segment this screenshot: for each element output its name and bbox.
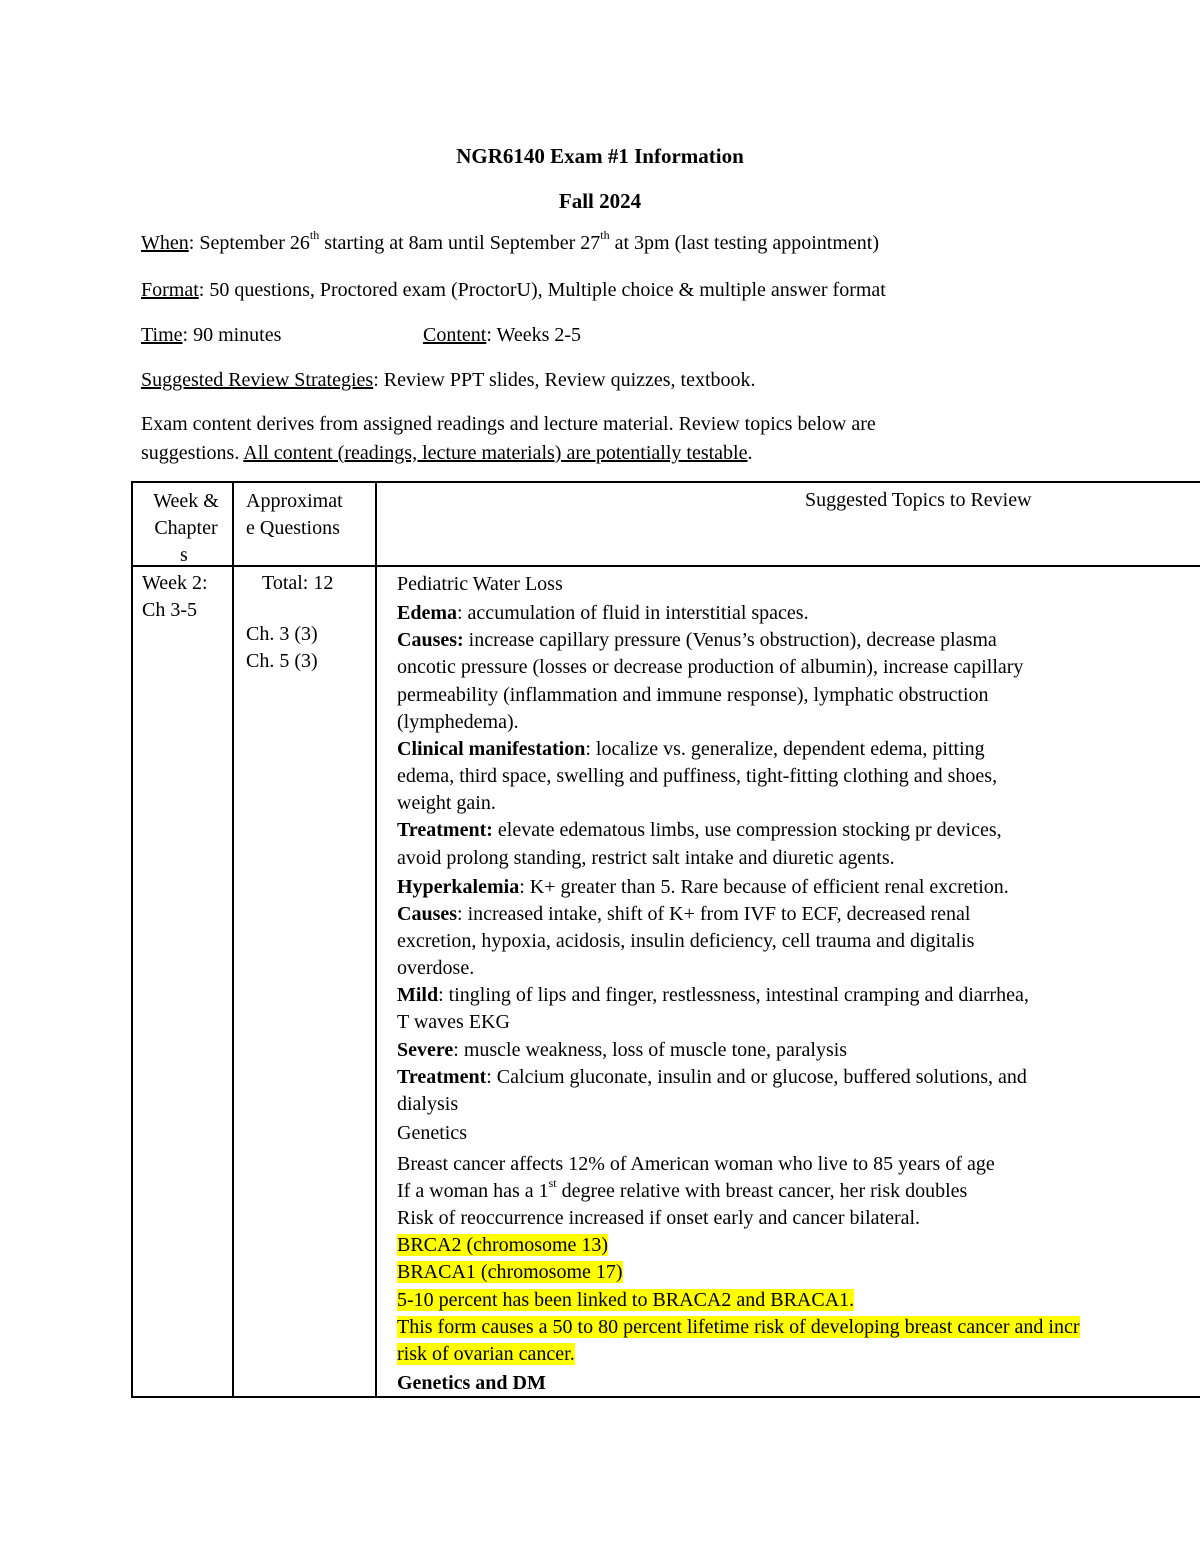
highlight-ovarian: risk of ovarian cancer.: [397, 1343, 575, 1365]
topic-pediatric: Pediatric Water Loss: [397, 573, 563, 595]
topic-causes-2: Causes: increased intake, shift of K+ from IVF to ECF, decreased renal: [397, 903, 971, 925]
strategies-line: Suggested Review Strategies: Review PPT slides, Review quizzes, textbook.: [141, 369, 756, 391]
strategies-label: Suggested Review Strategies: [141, 369, 374, 391]
format-line: Format: 50 questions, Proctored exam (ProctorU), Multiple choice & multiple answer format: [141, 279, 886, 301]
table-header-divider: [131, 565, 1200, 567]
topic-treatment-2: Treatment: Calcium gluconate, insulin and or glucose, buffered solutions, and: [397, 1066, 1027, 1088]
table-divider-2: [375, 481, 377, 1398]
topic-clinical: Clinical manifestation: localize vs. generalize, dependent edema, pitting: [397, 738, 985, 760]
table-divider-1: [232, 481, 234, 1398]
table-border-left: [131, 481, 133, 1398]
document-term: Fall 2024: [558, 189, 642, 213]
row-week-cell: Week 2: Ch 3-5: [142, 572, 208, 621]
topic-treatment-1: Treatment: elevate edematous limbs, use compression stocking pr devices,: [397, 819, 1002, 841]
highlight-braca1: BRACA1 (chromosome 17): [397, 1261, 623, 1283]
topic-breast-1: Breast cancer affects 12% of American woman who live to 85 years of age: [397, 1153, 995, 1175]
note-line-1: Exam content derives from assigned readings and lecture material. Review topics below are: [141, 413, 876, 435]
topic-causes-1: Causes: increase capillary pressure (Venus’s obstruction), decrease plasma: [397, 629, 997, 651]
topic-genetics: Genetics: [397, 1122, 467, 1144]
topic-severe: Severe: muscle weakness, loss of muscle tone, paralysis: [397, 1039, 848, 1061]
topic-genetics-dm: Genetics and DM: [397, 1372, 546, 1394]
when-label: When: [141, 232, 189, 254]
topic-breast-3: Risk of reoccurrence increased if onset early and cancer bilateral.: [397, 1207, 921, 1229]
highlight-brca2: BRCA2 (chromosome 13): [397, 1234, 609, 1256]
document-page: NGR6140 Exam #1 Information Fall 2024 When: September 26th starting at 8am until September 27th at 3pm (last testing appointment) Format: 50 questions, Proctored exam (ProctorU), Multiple choice & multiple answer format Time: 90 minutes Content: Weeks 2-5 Suggested Review Strategies: Review PPT slides, Review quizzes, textbook. Exam content derives from assigned readings and lecture material. Review topics below are suggestions. All content (readings, lecture materials) are potentially testable. Week & Chapter s Approximat e Questions Suggested Topics to Review Week 2: Ch 3-5 Total: 12 Ch. 3 (3) Ch. 5 (3) Pediatric Water Loss Edema: accumulation of fluid in interstitial spaces. Causes: increase capillary pressure (Venus’s obstruction), decrease plasma oncotic pressure (losses or decrease production of albumin), increase capillary permeability (inflammation and immune response), lymphatic obstruction (lymphedema). Clinical manifestation: localize vs. generalize, dependent edema, pitting edema, third space, swelling and puffiness, tight-fitting clothing and shoes, weight gain. Treatment: elevate edematous limbs, use compression stocking pr devices, avoid prolong standing, restrict salt intake and diuretic agents. Hyperkalemia: K+ greater than 5. Rare because of efficient renal excretion. Causes: increased intake, shift of K+ from IVF to ECF, decreased renal excretion, hypoxia, acidosis, insulin deficiency, cell trauma and digitalis overdose. Mild: tingling of lips and finger, restlessness, intestinal cramping and diarrhea, T waves EKG Severe: muscle weakness, loss of muscle tone, paralysis Treatment: Calcium gluconate, insulin and or glucose, buffered solutions, and dialysis Genetics Breast cancer affects 12% of American woman who live to 85 years of age If a woman has a 1st degree relative with breast cancer, her risk doubles Risk of reoccurrence increased if onset early and cancer bilateral. BRCA2 (chromosome 13) BRACA1 (chromosome 17) 5-10 percent has been linked to BRACA2 and BRACA1. This form causes a 50 to 80 percent lifetime risk of developing breast cancer and incr risk of ovarian cancer. Genetics and DM: [0, 0, 1200, 1553]
row-questions-cell: [246, 570, 371, 675]
header-suggested-topics: Suggested Topics to Review: [805, 489, 1032, 511]
topic-breast-2: If a woman has a 1st degree relative with breast cancer, her risk doubles: [397, 1176, 968, 1202]
time-label: Time: [141, 324, 183, 346]
topic-hyperkalemia: Hyperkalemia: K+ greater than 5. Rare because of efficient renal excretion.: [397, 876, 1009, 898]
time-line: Time: 90 minutes: [141, 324, 282, 346]
highlight-lifetime-risk: This form causes a 50 to 80 percent lifetime risk of developing breast cancer and incr: [397, 1316, 1080, 1338]
ch3-questions: Ch. 3 (3): [246, 623, 318, 645]
header-week-chapters: Week & Chapter s: [153, 490, 219, 566]
when-line: When: September 26th starting at 8am until September 27th at 3pm (last testing appointment): [141, 228, 880, 254]
topic-mild: Mild: tingling of lips and finger, restlessness, intestinal cramping and diarrhea,: [397, 984, 1029, 1006]
document-title: NGR6140 Exam #1 Information: [456, 144, 744, 168]
format-label: Format: [141, 279, 199, 301]
total-questions: Total: 12: [262, 572, 334, 594]
topic-edema: Edema: accumulation of fluid in interstitial spaces.: [397, 602, 809, 624]
table-border-top: [131, 481, 1200, 483]
highlight-linked: 5-10 percent has been linked to BRACA2 and BRACA1.: [397, 1289, 855, 1311]
table-border-bottom: [131, 1396, 1200, 1398]
header-approx-questions: Approximat e Questions: [246, 490, 343, 539]
content-line: Content: Weeks 2-5: [423, 324, 582, 346]
content-label: Content: [423, 324, 487, 346]
note-line-2: suggestions. All content (readings, lecture materials) are potentially testable.: [141, 442, 753, 464]
ch5-questions: Ch. 5 (3): [246, 650, 318, 672]
